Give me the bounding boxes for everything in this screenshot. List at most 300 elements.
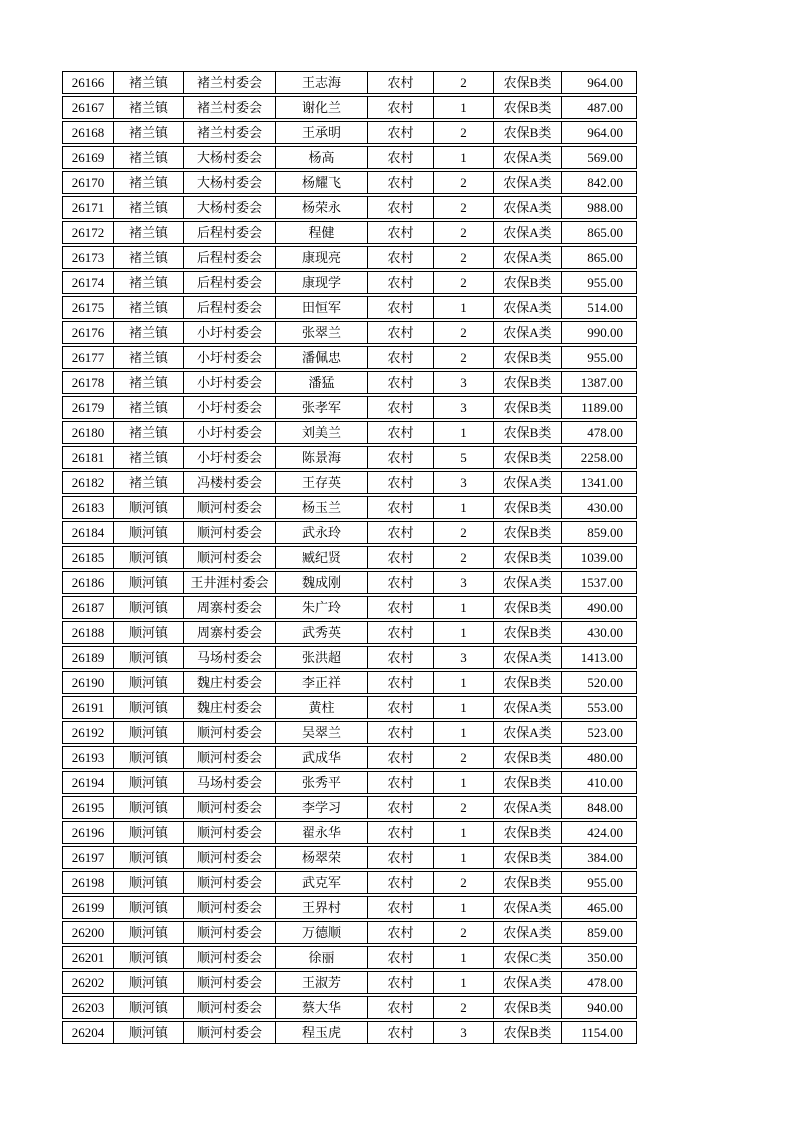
cell-person-name: 王界村 [276,896,368,919]
cell-town: 褚兰镇 [114,221,184,244]
cell-town: 顺河镇 [114,996,184,1019]
cell-residence-type: 农村 [368,496,434,519]
table-row [62,146,637,169]
cell-person-name: 杨荣永 [276,196,368,219]
roster-table [62,71,637,1046]
cell-town: 顺河镇 [114,571,184,594]
cell-residence-type: 农村 [368,271,434,294]
cell-person-name: 张翠兰 [276,321,368,344]
cell-serial-number: 26172 [62,221,114,244]
cell-serial-number: 26182 [62,471,114,494]
cell-village-committee: 马场村委会 [184,646,276,669]
table-row [62,446,637,469]
cell-serial-number: 26183 [62,496,114,519]
cell-household-count: 3 [434,571,494,594]
cell-household-count: 1 [434,496,494,519]
cell-village-committee: 褚兰村委会 [184,71,276,94]
cell-residence-type: 农村 [368,621,434,644]
cell-person-name: 刘美兰 [276,421,368,444]
table-row [62,996,637,1019]
cell-person-name: 陈景海 [276,446,368,469]
cell-town: 顺河镇 [114,871,184,894]
cell-village-committee: 小圩村委会 [184,371,276,394]
cell-residence-type: 农村 [368,446,434,469]
cell-town: 顺河镇 [114,971,184,994]
cell-residence-type: 农村 [368,421,434,444]
table-row [62,571,637,594]
cell-person-name: 吴翠兰 [276,721,368,744]
cell-village-committee: 后程村委会 [184,271,276,294]
cell-village-committee: 小圩村委会 [184,321,276,344]
cell-residence-type: 农村 [368,396,434,419]
cell-town: 褚兰镇 [114,196,184,219]
cell-amount: 569.00 [562,146,637,169]
cell-town: 褚兰镇 [114,321,184,344]
cell-insurance-category: 农保B类 [494,821,562,844]
cell-insurance-category: 农保B类 [494,521,562,544]
cell-household-count: 1 [434,946,494,969]
cell-amount: 478.00 [562,421,637,444]
table-row [62,171,637,194]
cell-insurance-category: 农保A类 [494,471,562,494]
cell-town: 顺河镇 [114,696,184,719]
cell-serial-number: 26173 [62,246,114,269]
cell-serial-number: 26196 [62,821,114,844]
cell-village-committee: 周寨村委会 [184,621,276,644]
cell-household-count: 1 [434,621,494,644]
cell-residence-type: 农村 [368,546,434,569]
cell-insurance-category: 农保A类 [494,171,562,194]
cell-household-count: 2 [434,921,494,944]
cell-household-count: 2 [434,221,494,244]
cell-amount: 940.00 [562,996,637,1019]
cell-village-committee: 大杨村委会 [184,146,276,169]
cell-village-committee: 顺河村委会 [184,896,276,919]
cell-residence-type: 农村 [368,971,434,994]
cell-serial-number: 26186 [62,571,114,594]
table-row [62,721,637,744]
cell-insurance-category: 农保B类 [494,996,562,1019]
cell-insurance-category: 农保B类 [494,871,562,894]
cell-household-count: 3 [434,396,494,419]
table-row [62,746,637,769]
cell-amount: 1341.00 [562,471,637,494]
cell-serial-number: 26179 [62,396,114,419]
cell-village-committee: 大杨村委会 [184,171,276,194]
cell-village-committee: 魏庄村委会 [184,671,276,694]
cell-town: 褚兰镇 [114,371,184,394]
cell-village-committee: 小圩村委会 [184,396,276,419]
cell-amount: 964.00 [562,121,637,144]
cell-residence-type: 农村 [368,671,434,694]
table-row [62,346,637,369]
cell-household-count: 2 [434,271,494,294]
cell-serial-number: 26194 [62,771,114,794]
cell-person-name: 万德顺 [276,921,368,944]
cell-town: 褚兰镇 [114,446,184,469]
table-row [62,71,637,94]
cell-person-name: 杨玉兰 [276,496,368,519]
cell-village-committee: 顺河村委会 [184,721,276,744]
table-row [62,221,637,244]
cell-household-count: 2 [434,246,494,269]
cell-serial-number: 26170 [62,171,114,194]
cell-insurance-category: 农保B类 [494,346,562,369]
cell-village-committee: 马场村委会 [184,771,276,794]
table-row [62,121,637,144]
cell-amount: 990.00 [562,321,637,344]
cell-residence-type: 农村 [368,821,434,844]
cell-household-count: 1 [434,896,494,919]
cell-village-committee: 顺河村委会 [184,971,276,994]
table-row [62,546,637,569]
cell-town: 顺河镇 [114,821,184,844]
cell-town: 褚兰镇 [114,171,184,194]
cell-residence-type: 农村 [368,71,434,94]
table-row [62,596,637,619]
cell-person-name: 杨高 [276,146,368,169]
cell-person-name: 康现亮 [276,246,368,269]
cell-person-name: 程玉虎 [276,1021,368,1044]
cell-amount: 842.00 [562,171,637,194]
cell-town: 顺河镇 [114,521,184,544]
cell-household-count: 1 [434,721,494,744]
cell-village-committee: 顺河村委会 [184,521,276,544]
cell-residence-type: 农村 [368,996,434,1019]
cell-household-count: 1 [434,971,494,994]
cell-person-name: 武成华 [276,746,368,769]
cell-insurance-category: 农保B类 [494,546,562,569]
table-row [62,696,637,719]
cell-town: 顺河镇 [114,496,184,519]
cell-amount: 424.00 [562,821,637,844]
cell-town: 褚兰镇 [114,271,184,294]
cell-household-count: 3 [434,1021,494,1044]
cell-amount: 514.00 [562,296,637,319]
cell-residence-type: 农村 [368,696,434,719]
cell-person-name: 张洪超 [276,646,368,669]
cell-town: 顺河镇 [114,546,184,569]
cell-insurance-category: 农保B类 [494,71,562,94]
table-row [62,821,637,844]
table-row [62,246,637,269]
cell-household-count: 5 [434,446,494,469]
cell-household-count: 2 [434,546,494,569]
cell-serial-number: 26181 [62,446,114,469]
cell-amount: 430.00 [562,496,637,519]
table-row [62,521,637,544]
cell-residence-type: 农村 [368,296,434,319]
cell-village-committee: 后程村委会 [184,296,276,319]
cell-insurance-category: 农保A类 [494,796,562,819]
cell-residence-type: 农村 [368,121,434,144]
cell-household-count: 3 [434,646,494,669]
cell-amount: 553.00 [562,696,637,719]
cell-village-committee: 周寨村委会 [184,596,276,619]
cell-amount: 2258.00 [562,446,637,469]
cell-residence-type: 农村 [368,946,434,969]
cell-person-name: 武克军 [276,871,368,894]
cell-serial-number: 26188 [62,621,114,644]
cell-amount: 1387.00 [562,371,637,394]
cell-residence-type: 农村 [368,321,434,344]
cell-household-count: 2 [434,121,494,144]
cell-amount: 350.00 [562,946,637,969]
cell-amount: 480.00 [562,746,637,769]
cell-village-committee: 小圩村委会 [184,346,276,369]
cell-residence-type: 农村 [368,346,434,369]
table-row [62,96,637,119]
cell-serial-number: 26203 [62,996,114,1019]
cell-amount: 955.00 [562,271,637,294]
cell-household-count: 2 [434,796,494,819]
cell-insurance-category: 农保B类 [494,621,562,644]
cell-person-name: 程健 [276,221,368,244]
cell-village-committee: 顺河村委会 [184,746,276,769]
cell-insurance-category: 农保A类 [494,646,562,669]
cell-person-name: 魏成刚 [276,571,368,594]
cell-amount: 1039.00 [562,546,637,569]
cell-amount: 478.00 [562,971,637,994]
cell-insurance-category: 农保B类 [494,421,562,444]
cell-amount: 955.00 [562,346,637,369]
table-row [62,196,637,219]
cell-town: 顺河镇 [114,596,184,619]
cell-household-count: 3 [434,471,494,494]
cell-serial-number: 26200 [62,921,114,944]
cell-household-count: 2 [434,746,494,769]
cell-residence-type: 农村 [368,871,434,894]
cell-person-name: 王淑芳 [276,971,368,994]
cell-insurance-category: 农保A类 [494,721,562,744]
cell-amount: 1413.00 [562,646,637,669]
table-row [62,396,637,419]
cell-household-count: 3 [434,371,494,394]
cell-insurance-category: 农保B类 [494,671,562,694]
cell-insurance-category: 农保A类 [494,921,562,944]
cell-household-count: 2 [434,346,494,369]
cell-village-committee: 小圩村委会 [184,421,276,444]
cell-serial-number: 26204 [62,1021,114,1044]
cell-amount: 859.00 [562,521,637,544]
cell-residence-type: 农村 [368,1021,434,1044]
cell-household-count: 2 [434,171,494,194]
cell-amount: 1537.00 [562,571,637,594]
cell-person-name: 潘猛 [276,371,368,394]
cell-town: 顺河镇 [114,621,184,644]
cell-residence-type: 农村 [368,471,434,494]
cell-village-committee: 顺河村委会 [184,821,276,844]
cell-serial-number: 26169 [62,146,114,169]
cell-village-committee: 顺河村委会 [184,496,276,519]
cell-insurance-category: 农保B类 [494,271,562,294]
cell-household-count: 1 [434,821,494,844]
cell-insurance-category: 农保A类 [494,321,562,344]
cell-town: 褚兰镇 [114,71,184,94]
cell-town: 顺河镇 [114,896,184,919]
cell-household-count: 1 [434,96,494,119]
cell-residence-type: 农村 [368,846,434,869]
cell-village-committee: 顺河村委会 [184,996,276,1019]
cell-serial-number: 26191 [62,696,114,719]
cell-serial-number: 26197 [62,846,114,869]
cell-serial-number: 26185 [62,546,114,569]
cell-insurance-category: 农保B类 [494,771,562,794]
cell-town: 褚兰镇 [114,346,184,369]
cell-household-count: 2 [434,996,494,1019]
cell-serial-number: 26189 [62,646,114,669]
cell-amount: 1154.00 [562,1021,637,1044]
cell-residence-type: 农村 [368,771,434,794]
cell-household-count: 1 [434,596,494,619]
cell-person-name: 杨耀飞 [276,171,368,194]
cell-residence-type: 农村 [368,896,434,919]
table-row [62,1021,637,1044]
cell-household-count: 2 [434,871,494,894]
cell-amount: 865.00 [562,221,637,244]
cell-insurance-category: 农保B类 [494,1021,562,1044]
cell-household-count: 1 [434,146,494,169]
cell-residence-type: 农村 [368,221,434,244]
table-row [62,871,637,894]
cell-village-committee: 顺河村委会 [184,846,276,869]
table-row [62,671,637,694]
cell-town: 褚兰镇 [114,246,184,269]
cell-town: 顺河镇 [114,1021,184,1044]
cell-household-count: 1 [434,671,494,694]
cell-household-count: 2 [434,196,494,219]
cell-person-name: 王存英 [276,471,368,494]
cell-town: 顺河镇 [114,646,184,669]
cell-person-name: 蔡大华 [276,996,368,1019]
cell-amount: 964.00 [562,71,637,94]
cell-amount: 523.00 [562,721,637,744]
cell-person-name: 武秀英 [276,621,368,644]
table-row [62,771,637,794]
cell-serial-number: 26166 [62,71,114,94]
cell-serial-number: 26178 [62,371,114,394]
cell-person-name: 臧纪贤 [276,546,368,569]
cell-serial-number: 26171 [62,196,114,219]
cell-serial-number: 26192 [62,721,114,744]
cell-amount: 430.00 [562,621,637,644]
cell-insurance-category: 农保B类 [494,396,562,419]
cell-serial-number: 26202 [62,971,114,994]
cell-person-name: 张秀平 [276,771,368,794]
cell-residence-type: 农村 [368,246,434,269]
cell-residence-type: 农村 [368,721,434,744]
cell-person-name: 朱广玲 [276,596,368,619]
cell-person-name: 徐丽 [276,946,368,969]
cell-person-name: 翟永华 [276,821,368,844]
cell-person-name: 田恒军 [276,296,368,319]
cell-person-name: 李正祥 [276,671,368,694]
cell-amount: 410.00 [562,771,637,794]
table-row [62,471,637,494]
cell-serial-number: 26177 [62,346,114,369]
cell-residence-type: 农村 [368,146,434,169]
cell-residence-type: 农村 [368,571,434,594]
cell-village-committee: 魏庄村委会 [184,696,276,719]
cell-amount: 520.00 [562,671,637,694]
cell-amount: 865.00 [562,246,637,269]
cell-insurance-category: 农保B类 [494,596,562,619]
table-row [62,371,637,394]
cell-residence-type: 农村 [368,521,434,544]
cell-village-committee: 顺河村委会 [184,796,276,819]
cell-serial-number: 26199 [62,896,114,919]
cell-person-name: 张孝军 [276,396,368,419]
cell-household-count: 1 [434,771,494,794]
cell-town: 顺河镇 [114,946,184,969]
cell-village-committee: 后程村委会 [184,221,276,244]
cell-residence-type: 农村 [368,921,434,944]
cell-village-committee: 冯楼村委会 [184,471,276,494]
cell-insurance-category: 农保A类 [494,896,562,919]
cell-household-count: 1 [434,846,494,869]
cell-household-count: 1 [434,296,494,319]
cell-serial-number: 26168 [62,121,114,144]
cell-insurance-category: 农保A类 [494,196,562,219]
cell-insurance-category: 农保B类 [494,371,562,394]
cell-serial-number: 26174 [62,271,114,294]
cell-residence-type: 农村 [368,646,434,669]
cell-person-name: 谢化兰 [276,96,368,119]
cell-household-count: 2 [434,521,494,544]
cell-amount: 848.00 [562,796,637,819]
cell-town: 褚兰镇 [114,96,184,119]
table-row [62,296,637,319]
cell-serial-number: 26190 [62,671,114,694]
cell-serial-number: 26167 [62,96,114,119]
cell-amount: 465.00 [562,896,637,919]
table-row [62,971,637,994]
cell-person-name: 康现学 [276,271,368,294]
table-row [62,921,637,944]
cell-insurance-category: 农保A类 [494,146,562,169]
table-row [62,846,637,869]
cell-person-name: 黄柱 [276,696,368,719]
cell-residence-type: 农村 [368,746,434,769]
cell-household-count: 1 [434,421,494,444]
cell-village-committee: 后程村委会 [184,246,276,269]
cell-amount: 487.00 [562,96,637,119]
cell-village-committee: 顺河村委会 [184,921,276,944]
table-row [62,646,637,669]
cell-town: 褚兰镇 [114,471,184,494]
cell-person-name: 王承明 [276,121,368,144]
cell-residence-type: 农村 [368,596,434,619]
cell-town: 顺河镇 [114,721,184,744]
cell-serial-number: 26187 [62,596,114,619]
cell-amount: 1189.00 [562,396,637,419]
cell-insurance-category: 农保B类 [494,121,562,144]
cell-amount: 988.00 [562,196,637,219]
cell-residence-type: 农村 [368,796,434,819]
cell-person-name: 李学习 [276,796,368,819]
cell-person-name: 潘佩忠 [276,346,368,369]
cell-village-committee: 小圩村委会 [184,446,276,469]
cell-serial-number: 26175 [62,296,114,319]
cell-amount: 490.00 [562,596,637,619]
cell-insurance-category: 农保B类 [494,846,562,869]
cell-residence-type: 农村 [368,371,434,394]
table-row [62,621,637,644]
cell-village-committee: 大杨村委会 [184,196,276,219]
cell-insurance-category: 农保A类 [494,246,562,269]
table-row [62,796,637,819]
cell-town: 顺河镇 [114,771,184,794]
